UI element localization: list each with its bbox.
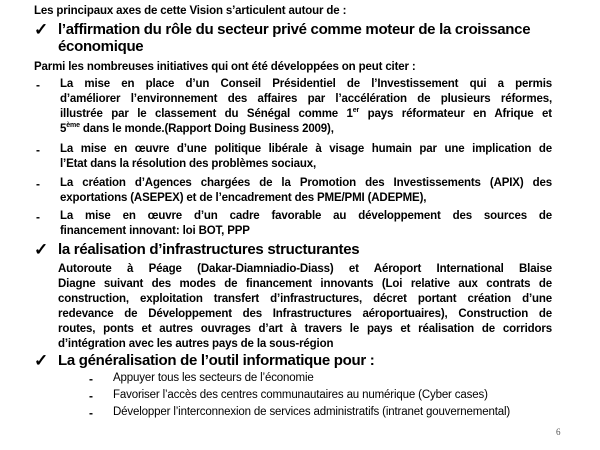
axis-1-line-2: économique [58, 38, 144, 55]
bullet-1-line-3: illustrée par le classement du Sénégal comme 1er pays réformateur en Afrique et [60, 107, 552, 120]
bullet-dash: - [36, 78, 40, 92]
bullet-4-line-1: La mise en œuvre d’un cadre favorable au développement des sources de [60, 210, 552, 222]
check-icon: ✓ [34, 20, 49, 39]
axis-2-title: la réalisation d’infrastructures structurantes [58, 241, 360, 258]
bullet-1-line-2: d’améliorer l’environnement des affaires par l’accélération de plusieurs réformes, [60, 93, 552, 105]
bullet-4-line-2: financement innovant: loi BOT, PPP [60, 225, 250, 237]
intro-text: Les principaux axes de cette Vision s’articulent autour de : [34, 5, 347, 17]
check-icon: ✓ [34, 240, 49, 259]
bullet-3-line-1: La création d’Agences chargées de la Promotion des Investissements (APIX) des [60, 177, 552, 189]
page-number: 6 [556, 427, 561, 437]
bullet-dash: - [36, 210, 40, 224]
sub-bullet-dash: - [89, 372, 93, 386]
axis-2-paragraph-line-2: Diagne suivant des modes de financement innovants (Loi relative aux contrats de [58, 278, 552, 290]
sub-bullet-dash: - [89, 406, 93, 420]
axis-3-item-1: Appuyer tous les secteurs de l’économie [113, 372, 314, 384]
axis-3-item-3: Développer l’interconnexion de services administratifs (intranet gouvernemental) [113, 406, 511, 418]
bullet-dash: - [36, 177, 40, 191]
bullet-1-line-1: La mise en place d’un Conseil Présidentiel de l’Investissement qui a permis [60, 78, 552, 90]
axis-2-paragraph-line-4: redevance de Développement des Infrastructures aéroportuaires), Construction de [58, 308, 552, 320]
axis-2-paragraph-line-5: routes, ponts et autres ouvrages d’art à travers le pays et réalisation de corridors [58, 323, 552, 335]
bullet-1-line-4: 5ème dans le monde.(Rapport Doing Business 2009), [60, 122, 334, 135]
sub-bullet-dash: - [89, 389, 93, 403]
axis-2-paragraph-line-3: construction, exploitation transfert d’infrastructures, décret portant création d’une [58, 293, 552, 305]
bullet-2-line-1: La mise en œuvre d’une politique libérale à visage humain par une implication de [60, 143, 552, 155]
bullet-2-line-2: l’Etat dans la résolution des problèmes sociaux, [60, 158, 317, 170]
axis-3-title: La généralisation de l’outil informatique pour : [58, 352, 375, 369]
axis-1-line-1: l’affirmation du rôle du secteur privé comme moteur de la croissance [58, 21, 531, 38]
bullet-dash: - [36, 143, 40, 157]
initiatives-intro: Parmi les nombreuses initiatives qui ont été développées on peut citer : [34, 61, 416, 73]
bullet-3-line-2: exportations (ASEPEX) et de l’encadrement des PME/PMI (ADEPME), [60, 192, 427, 204]
axis-2-paragraph-line-6: d’intégration avec les autres pays de la sous-région [58, 338, 334, 350]
check-icon: ✓ [34, 351, 49, 370]
axis-3-item-2: Favoriser l’accès des centres communautaires au numérique (Cyber cases) [113, 389, 488, 401]
axis-2-paragraph-line-1: Autoroute à Péage (Dakar-Diamniadio-Diass) et Aéroport International Blaise [58, 263, 552, 275]
